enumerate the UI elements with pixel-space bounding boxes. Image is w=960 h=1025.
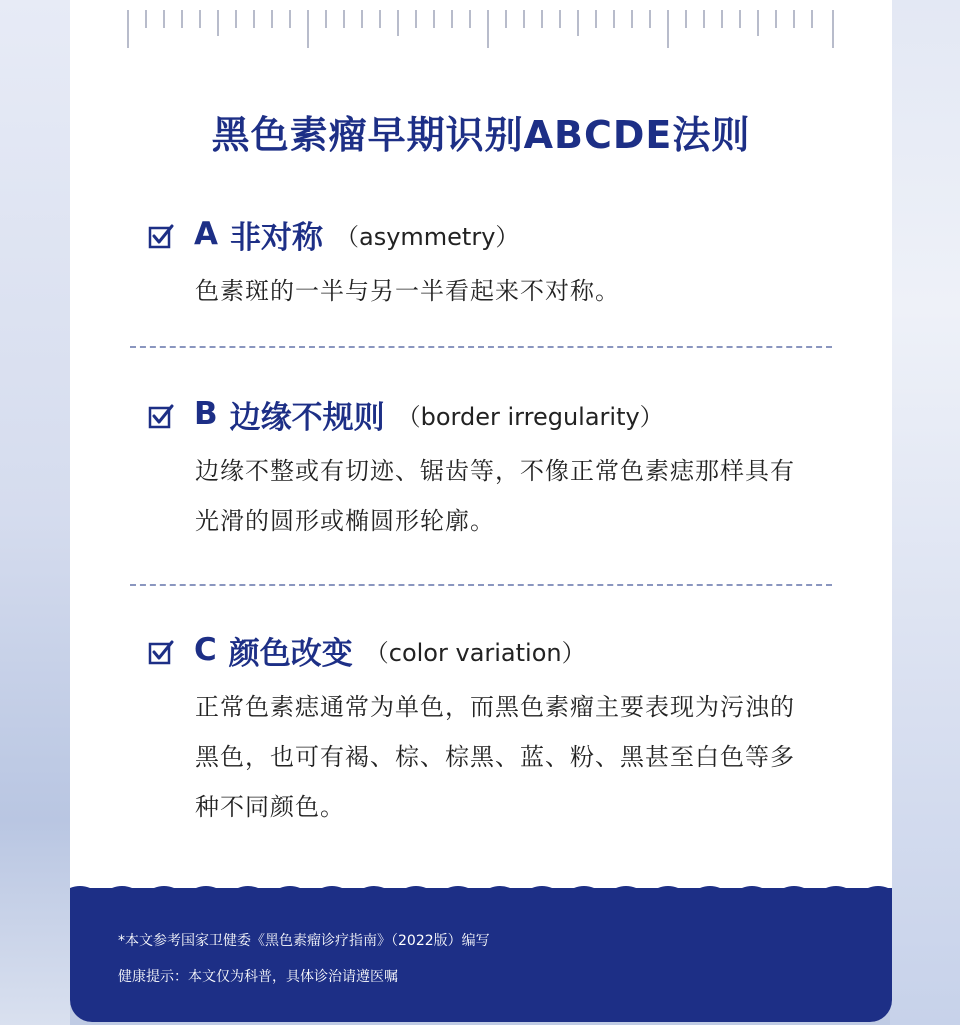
section-letter: B (194, 396, 218, 432)
dashed-divider (130, 346, 832, 348)
section-name: 边缘不规则 (229, 399, 385, 436)
section-english: （color variation） (364, 638, 586, 667)
section-letter: A (194, 216, 218, 252)
section-english: （border irregularity） (396, 402, 664, 431)
footer-band (70, 892, 892, 1022)
section-header (148, 212, 828, 256)
checkbox-checked-icon (148, 223, 174, 249)
section-c (148, 628, 828, 832)
section-letter: C (194, 632, 217, 668)
dashed-divider (130, 584, 832, 586)
section-b (148, 392, 828, 546)
section-a (148, 212, 828, 316)
section-name: 颜色改变 (228, 635, 353, 672)
background-left (0, 0, 70, 1025)
page-title: 黑色素瘤早期识别ABCDE法则 (211, 113, 751, 157)
section-body: 边缘不整或有切迹、锯齿等，不像正常色素痣那样具有光滑的圆形或椭圆形轮廓。 (195, 457, 795, 535)
section-header (148, 392, 828, 436)
section-name: 非对称 (230, 219, 323, 256)
checkbox-checked-icon (148, 403, 174, 429)
info-card (70, 0, 892, 1022)
scalloped-edge-decoration (70, 884, 892, 894)
section-body: 正常色素痣通常为单色，而黑色素瘤主要表现为污浊的黑色，也可有褐、棕、棕黑、蓝、粉、黑甚至白色等多种不同颜色。 (195, 693, 795, 821)
section-body: 色素斑的一半与另一半看起来不对称。 (195, 277, 620, 305)
ruler-decoration (127, 10, 835, 50)
section-english: （asymmetry） (335, 222, 520, 251)
checkbox-checked-icon (148, 639, 174, 665)
footer-reference-note: *本文参考国家卫健委《黑色素瘤诊疗指南》（2022版）编写 (118, 933, 490, 949)
background-right (890, 0, 960, 1025)
footer-health-tip: 健康提示：本文仅为科普，具体诊治请遵医嘱 (118, 969, 398, 985)
section-header (148, 628, 828, 672)
